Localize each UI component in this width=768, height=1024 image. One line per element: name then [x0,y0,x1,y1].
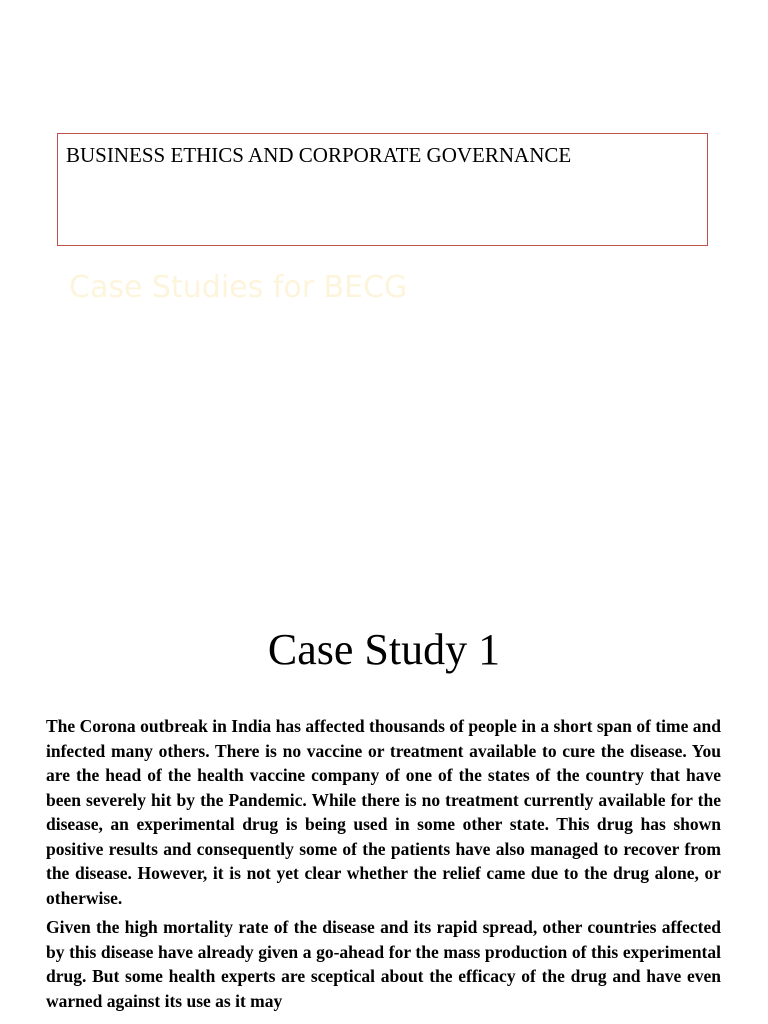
paragraph-2: Given the high mortality rate of the disease and its rapid spread, other countries affected by this disease have already given a go-ahead for the mass production of this experimental drug. But some health experts are sceptical about the efficacy of the drug and have even warned against its use as it may [46,917,721,1011]
case-study-heading: Case Study 1 [267,625,501,674]
case-study-body [46,714,721,1018]
paragraph-1: The Corona outbreak in India has affected thousands of people in a short span of time and infected many others. There is no vaccine or treatment available to cure the disease. You are the head of the health vaccine company of one of the states of the country that have been severely hit by the Pandemic. While there is no treatment currently available for the disease, an experimental drug is being used in some other state. This drug has shown positive results and consequently some of the patients have also managed to recover from the disease. However, it is not yet clear whether the relief came due to the drug alone, or otherwise. [46,716,721,908]
title-box [57,133,708,246]
document-title: BUSINESS ETHICS AND CORPORATE GOVERNANCE [66,143,572,167]
document-subtitle: Case Studies for BECG [69,270,408,305]
